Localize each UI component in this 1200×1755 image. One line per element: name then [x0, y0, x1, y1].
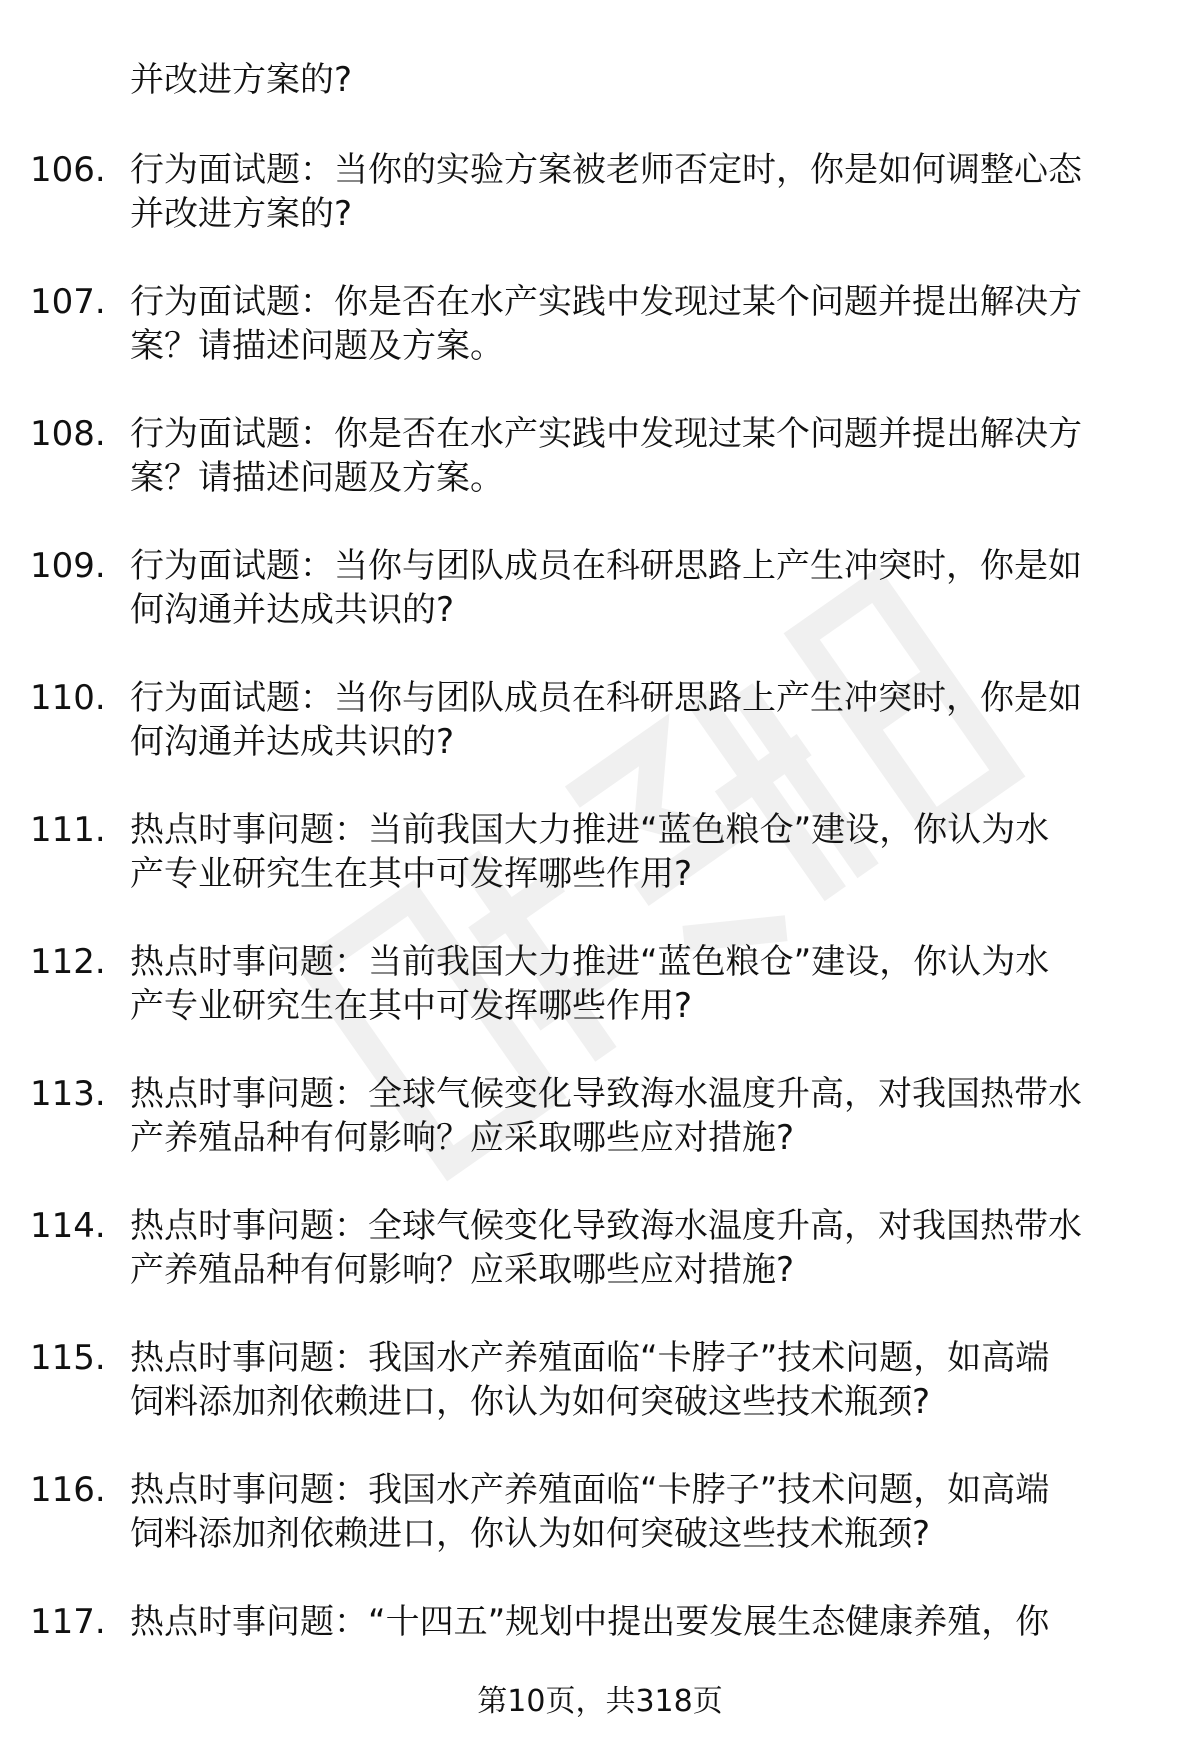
list-item: [30, 1468, 1150, 1600]
item-text-line: 热点时事问题：当前我国大力推进“蓝色粮仓”建设，你认为水: [130, 942, 1050, 982]
item-text-line: 热点时事问题：我国水产养殖面临“卡脖子”技术问题，如高端: [130, 1470, 1050, 1510]
continued-text: 并改进方案的?: [130, 60, 353, 100]
list-item: [30, 544, 1150, 676]
item-number: 107.: [30, 282, 106, 322]
item-text-line: 热点时事问题：全球气候变化导致海水温度升高，对我国热带水: [130, 1206, 1082, 1246]
item-text: [130, 940, 1150, 1028]
item-text: [130, 1336, 1150, 1424]
list-item: [30, 940, 1150, 1072]
item-text: [130, 676, 1150, 764]
item-text-line: 行为面试题：你是否在水产实践中发现过某个问题并提出解决方: [130, 414, 1082, 454]
item-number: 112.: [30, 942, 106, 982]
item-text-line: 热点时事问题：我国水产养殖面临“卡脖子”技术问题，如高端: [130, 1338, 1050, 1378]
page-number-footer: 第10页，共318页: [477, 1684, 723, 1719]
item-text: [130, 1468, 1150, 1556]
item-text-line: 案？请描述问题及方案。: [130, 458, 504, 498]
item-text-line: 热点时事问题：“十四五”规划中提出要发展生态健康养殖，你: [130, 1602, 1050, 1642]
list-item: [30, 412, 1150, 544]
item-text-line: 案？请描述问题及方案。: [130, 326, 504, 366]
item-number: 116.: [30, 1470, 106, 1510]
list-item: [30, 1204, 1150, 1336]
item-text-line: 饲料添加剂依赖进口，你认为如何突破这些技术瓶颈?: [130, 1514, 931, 1554]
item-text-line: 产专业研究生在其中可发挥哪些作用?: [130, 854, 693, 894]
item-number: 117.: [30, 1602, 106, 1642]
list-item: [30, 1072, 1150, 1204]
item-number: 114.: [30, 1206, 106, 1246]
item-text-line: 行为面试题：当你的实验方案被老师否定时，你是如何调整心态: [130, 150, 1082, 190]
item-text: [130, 412, 1150, 500]
item-text-line: 并改进方案的?: [130, 194, 353, 234]
item-text-line: 热点时事问题：当前我国大力推进“蓝色粮仓”建设，你认为水: [130, 810, 1050, 850]
item-text-line: 行为面试题：你是否在水产实践中发现过某个问题并提出解决方: [130, 282, 1082, 322]
list-item: [30, 148, 1150, 280]
item-number: 113.: [30, 1074, 106, 1114]
item-text: [130, 280, 1150, 368]
item-text-line: 行为面试题：当你与团队成员在科研思路上产生冲突时，你是如: [130, 546, 1082, 586]
item-number: 106.: [30, 150, 106, 190]
list-item: [30, 808, 1150, 940]
item-text-line: 产专业研究生在其中可发挥哪些作用?: [130, 986, 693, 1026]
item-text-line: 产养殖品种有何影响？应采取哪些应对措施?: [130, 1118, 795, 1158]
item-text-line: 产养殖品种有何影响？应采取哪些应对措施?: [130, 1250, 795, 1290]
question-list: [30, 148, 1150, 1732]
item-text: [130, 1204, 1150, 1292]
item-text: [130, 1600, 1150, 1688]
item-text-line: 热点时事问题：全球气候变化导致海水温度升高，对我国热带水: [130, 1074, 1082, 1114]
item-text: [130, 1072, 1150, 1160]
item-number: 115.: [30, 1338, 106, 1378]
item-text: [130, 148, 1150, 236]
list-item: [30, 676, 1150, 808]
item-text-line: 饲料添加剂依赖进口，你认为如何突破这些技术瓶颈?: [130, 1382, 931, 1422]
list-item: [30, 1336, 1150, 1468]
item-number: 110.: [30, 678, 106, 718]
list-item: [30, 280, 1150, 412]
item-text-line: 何沟通并达成共识的?: [130, 722, 455, 762]
item-number: 111.: [30, 810, 106, 850]
item-number: 109.: [30, 546, 106, 586]
item-text: [130, 808, 1150, 896]
item-text-line: 行为面试题：当你与团队成员在科研思路上产生冲突时，你是如: [130, 678, 1082, 718]
item-text: [130, 544, 1150, 632]
item-text-line: 何沟通并达成共识的?: [130, 590, 455, 630]
item-number: 108.: [30, 414, 106, 454]
